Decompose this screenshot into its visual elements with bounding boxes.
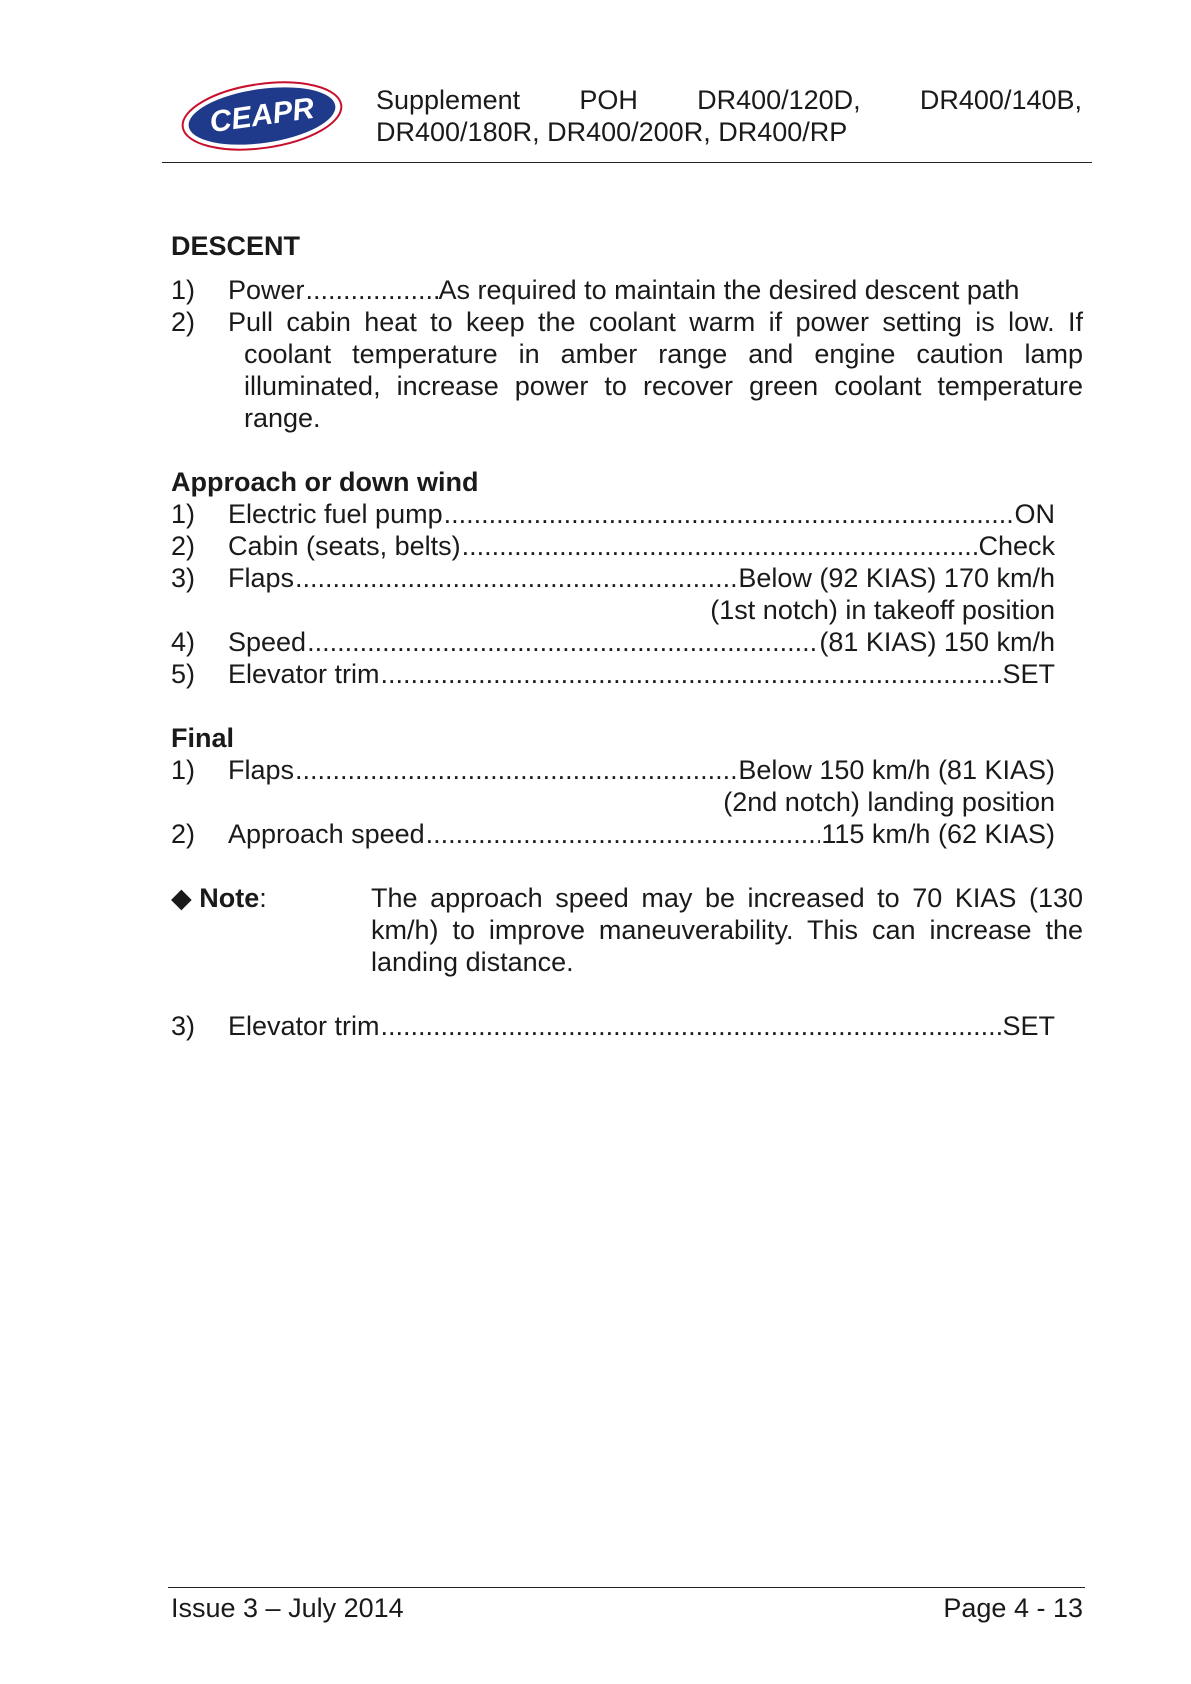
- item-label: Elevator trim: [228, 1011, 380, 1041]
- item-number: 1): [171, 755, 196, 785]
- final-heading: Final: [171, 723, 235, 753]
- checklist-item: [171, 658, 1055, 690]
- item-value: SET: [1002, 659, 1055, 689]
- item-label: Elevator trim: [228, 659, 380, 689]
- item-number: 3): [171, 1011, 196, 1041]
- item-number: 4): [171, 627, 196, 657]
- item-number: 1): [171, 499, 196, 529]
- item-value-continuation: (2nd notch) landing position: [723, 787, 1055, 817]
- footer-rule: [168, 1587, 1085, 1588]
- header-line-2: DR400/180R, DR400/200R, DR400/RP: [376, 117, 848, 147]
- item-value: As required to maintain the desired descent path: [438, 275, 1020, 305]
- leader-dots: [295, 562, 737, 594]
- checklist-item: [171, 562, 1055, 594]
- issue-date: Issue 3 – July 2014: [171, 1593, 404, 1623]
- note-title: Note: [199, 883, 260, 913]
- item-label: Power: [228, 275, 305, 305]
- note-text: The approach speed may be increased to 70 KIAS (130 km/h) to improve maneuverability. This can increase the landing distance.: [371, 883, 1083, 977]
- item-value-continuation: (1st notch) in takeoff position: [710, 595, 1055, 625]
- item-label: Flaps: [228, 563, 295, 593]
- item-number: 2): [171, 819, 196, 849]
- item-number: 2): [171, 531, 196, 561]
- note-block: [171, 882, 1083, 978]
- checklist-item: [171, 306, 1083, 434]
- item-value: Below 150 km/h (81 KIAS): [738, 755, 1055, 785]
- checklist-item: [171, 530, 1055, 562]
- leader-dots: [381, 658, 1002, 690]
- leader-dots: [295, 754, 737, 786]
- item-value: Check: [978, 531, 1055, 561]
- item-number: 2): [171, 307, 196, 337]
- leader-dots: [307, 626, 818, 658]
- item-label: Electric fuel pump: [228, 499, 443, 529]
- item-text-continuation: coolant temperature in amber range and engine caution lamp illuminated, increase power to recover green coolant temperature range.: [244, 339, 1083, 433]
- item-value: (81 KIAS) 150 km/h: [819, 627, 1055, 657]
- logo-text: CEAPR: [207, 91, 317, 140]
- item-number: 3): [171, 563, 196, 593]
- checklist-item: [171, 498, 1055, 530]
- item-value: SET: [1002, 1011, 1055, 1041]
- item-text-first-line: Pull cabin heat to keep the coolant warm if power setting is low. If: [228, 307, 1083, 337]
- item-label: Flaps: [228, 755, 295, 785]
- ceapr-logo: [178, 78, 346, 154]
- item-value: ON: [1014, 499, 1055, 529]
- leader-dots: [381, 1010, 1002, 1042]
- item-number: 1): [171, 275, 196, 305]
- page-content: [171, 230, 1083, 1042]
- item-label: Cabin (seats, belts): [228, 531, 461, 561]
- note-colon: :: [259, 883, 267, 913]
- checklist-item: [171, 818, 1055, 850]
- header-rule: [162, 162, 1092, 163]
- diamond-icon: ◆: [171, 883, 192, 913]
- leader-dots: [462, 530, 978, 562]
- item-label: Approach speed: [228, 819, 425, 849]
- checklist-item: [171, 1010, 1055, 1042]
- approach-heading: Approach or down wind: [171, 467, 479, 497]
- item-number: 5): [171, 659, 196, 689]
- item-value: 115 km/h (62 KIAS): [821, 819, 1055, 849]
- document-header: [376, 84, 1082, 148]
- item-value: Below (92 KIAS) 170 km/h: [738, 563, 1055, 593]
- leader-dots: [306, 274, 438, 306]
- checklist-item: [171, 626, 1055, 658]
- leader-dots: [444, 498, 1014, 530]
- page-footer: [171, 1590, 1083, 1626]
- header-line-1: Supplement POH DR400/120D, DR400/140B,: [376, 85, 1082, 115]
- leader-dots: [426, 818, 821, 850]
- checklist-item: [171, 274, 1055, 306]
- checklist-item: [171, 754, 1055, 786]
- descent-heading: DESCENT: [171, 231, 301, 261]
- page-number: Page 4 - 13: [943, 1593, 1083, 1623]
- item-label: Speed: [228, 627, 307, 657]
- note-label: [171, 882, 371, 978]
